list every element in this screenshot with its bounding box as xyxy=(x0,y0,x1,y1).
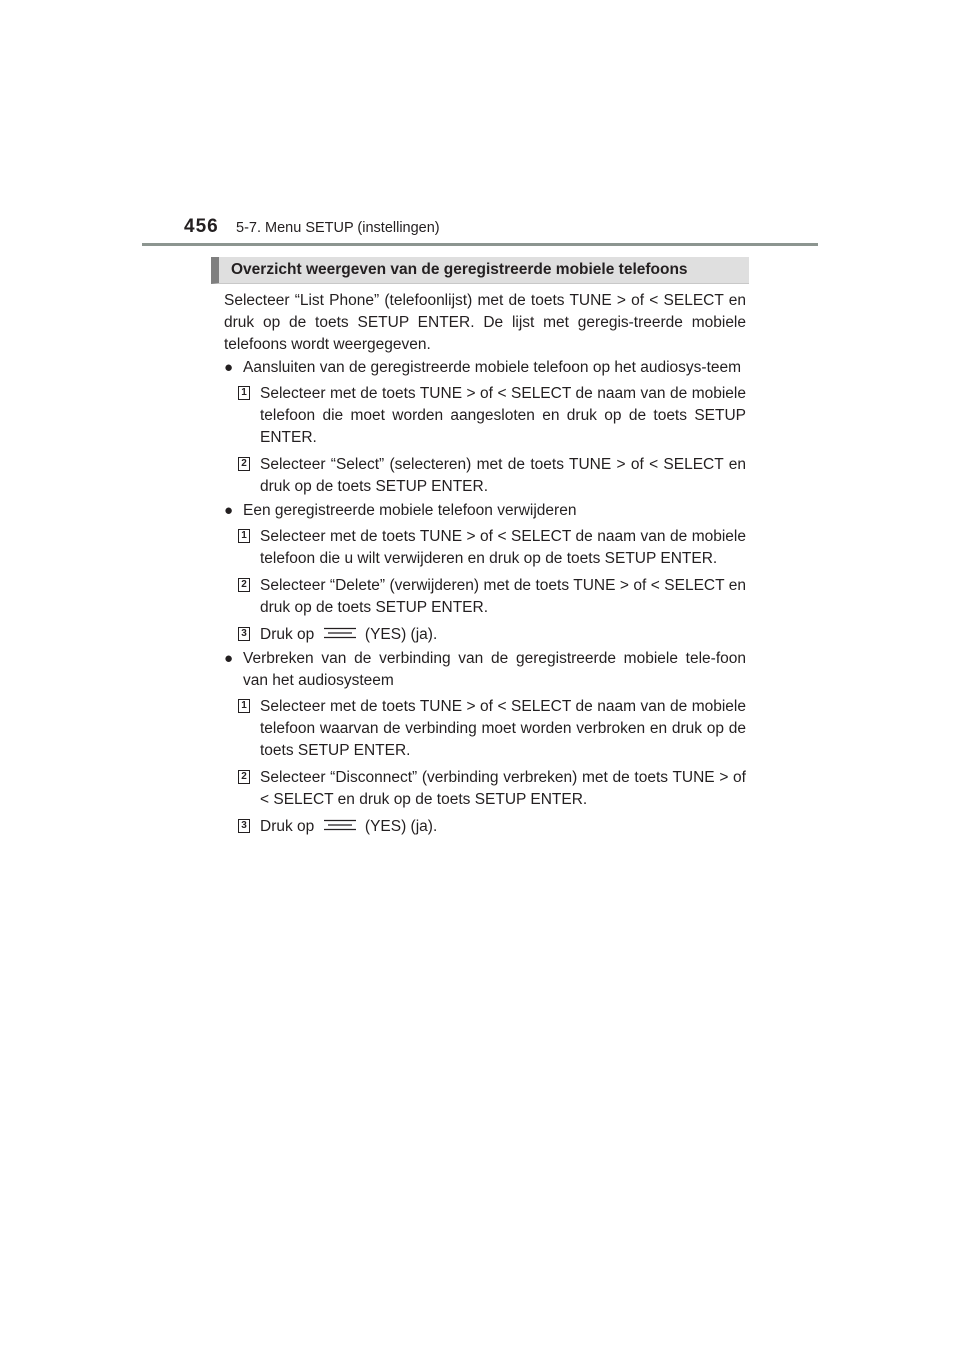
step-number: 2 xyxy=(238,457,250,471)
bullet-icon: ● xyxy=(224,502,234,519)
section-heading xyxy=(211,257,749,284)
step-text-post: (YES) (ja). xyxy=(364,626,438,643)
bullet-icon: ● xyxy=(224,650,234,667)
step-text: Selecteer “Disconnect” (verbinding verbreken) met de toets TUNE > of < SELECT en druk op de toets SETUP ENTER. xyxy=(260,769,746,808)
bullet-title: Een geregistreerde mobiele telefoon verwijderen xyxy=(243,502,577,519)
step xyxy=(224,526,746,570)
step-text: Selecteer “Delete” (verwijderen) met de toets TUNE > of < SELECT en druk op de toets SETUP ENTER. xyxy=(260,577,746,616)
step-text-pre: Druk op xyxy=(260,626,315,643)
step xyxy=(224,575,746,619)
intro-paragraph: Selecteer “List Phone” (telefoonlijst) met de toets TUNE > of < SELECT en druk op de toets SETUP ENTER. De lijst met geregis-treerde mobiele telefoons wordt weergegeven. xyxy=(224,292,746,353)
step-text: Selecteer “Select” (selecteren) met de toets TUNE > of < SELECT en druk op de toets SETUP ENTER. xyxy=(260,456,746,495)
step xyxy=(224,383,746,449)
bullet-title: Verbreken van de verbinding van de geregistreerde mobiele tele-foon van het audiosysteem xyxy=(243,650,746,689)
step xyxy=(224,624,746,646)
bullet-item xyxy=(224,648,746,692)
page-number: 456 xyxy=(184,216,219,237)
step-number: 1 xyxy=(238,699,250,713)
step-number: 1 xyxy=(238,529,250,543)
step-number: 2 xyxy=(238,770,250,784)
content xyxy=(224,290,746,838)
step-text-pre: Druk op xyxy=(260,818,315,835)
bullet-item xyxy=(224,500,746,522)
step-text-post: (YES) (ja). xyxy=(364,818,438,835)
step xyxy=(224,816,746,838)
step-number: 3 xyxy=(238,627,250,641)
step-number: 3 xyxy=(238,819,250,833)
step-number: 1 xyxy=(238,386,250,400)
step-text: Selecteer met de toets TUNE > of < SELECT de naam van de mobiele telefoon die moet worden aangesloten en druk op de toets SETUP ENTER. xyxy=(260,385,746,446)
step xyxy=(224,696,746,762)
section-heading-text: Overzicht weergeven van de geregistreerde mobiele telefoons xyxy=(231,261,688,278)
header-rule xyxy=(142,243,818,246)
bullet-title: Aansluiten van de geregistreerde mobiele telefoon op het audiosys-teem xyxy=(243,359,742,376)
step xyxy=(224,767,746,811)
step xyxy=(224,454,746,498)
button-icon xyxy=(323,627,357,639)
section-reference: 5-7. Menu SETUP (instellingen) xyxy=(236,220,440,236)
step-number: 2 xyxy=(238,578,250,592)
bullet-icon: ● xyxy=(224,359,234,376)
step-text: Selecteer met de toets TUNE > of < SELECT de naam van de mobiele telefoon waarvan de verbinding moet worden verbroken en druk op de toets SETUP ENTER. xyxy=(260,698,746,759)
button-icon xyxy=(323,819,357,831)
bullet-item xyxy=(224,357,746,379)
step-text: Selecteer met de toets TUNE > of < SELECT de naam van de mobiele telefoon die u wilt verwijderen en druk op de toets SETUP ENTER. xyxy=(260,528,746,567)
